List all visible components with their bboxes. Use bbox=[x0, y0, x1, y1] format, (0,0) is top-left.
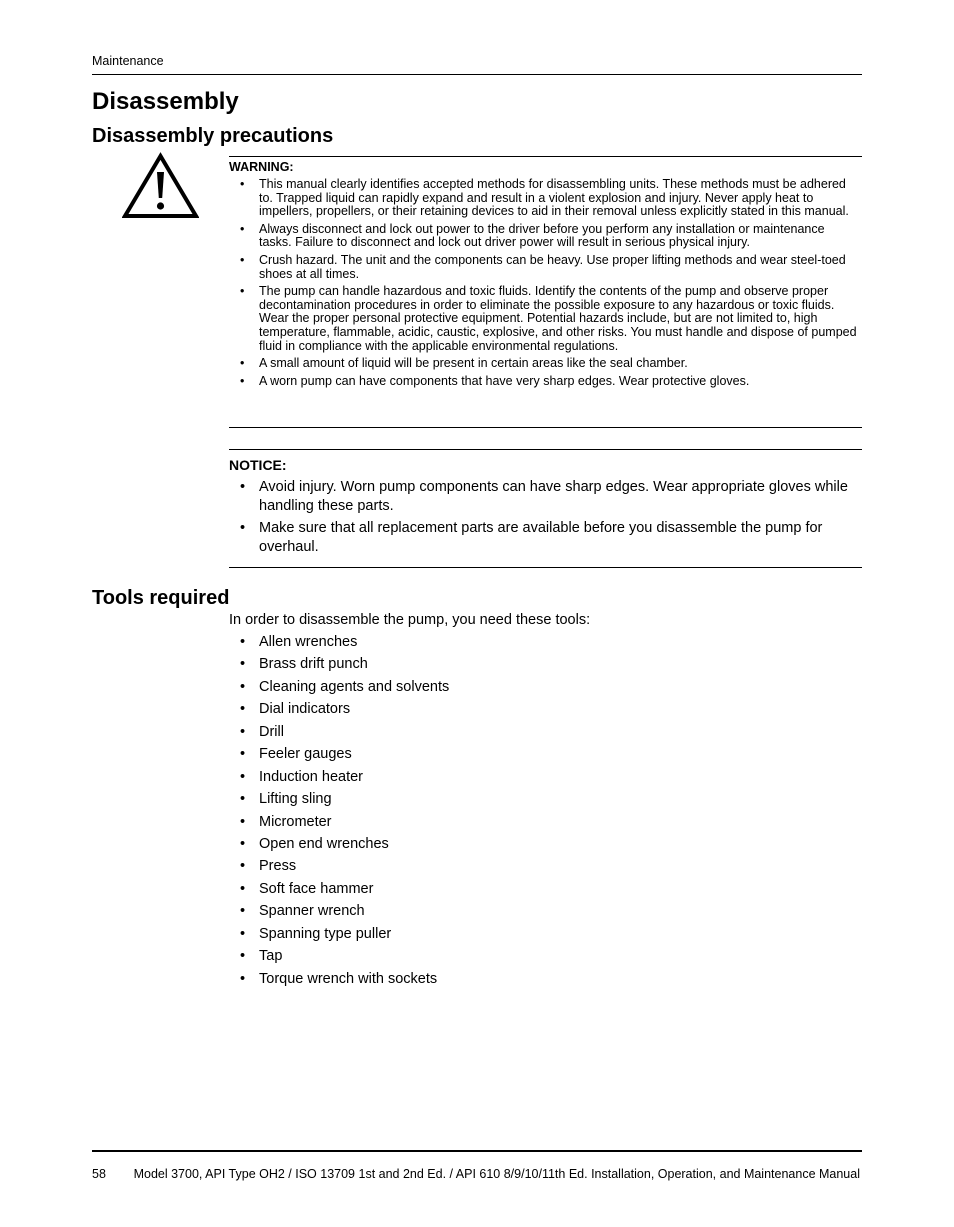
list-item: • Avoid injury. Worn pump components can have sharp edges. Wear appropriate gloves while handling these parts. bbox=[229, 478, 859, 516]
warning-triangle-icon bbox=[122, 152, 199, 220]
footer-doc-title: Model 3700, API Type OH2 / ISO 13709 1st and 2nd Ed. / API 610 8/9/10/11th Ed. Installation, Operation, and Maintenance Manual bbox=[133, 1167, 860, 1181]
tools-list bbox=[229, 633, 829, 988]
list-item: • The pump can handle hazardous and toxic fluids. Identify the contents of the pump and observe proper decontamination procedures in order to eliminate the possible exposure to any hazardous or toxic fluids. Wear the proper personal protective equipment. Potential hazards include, but are not limited to, high temperature, flammable, acidic, caustic, explosive, and other risks. You must handle and dispose of pumped fluid in compliance with the applicable environmental regulations. bbox=[229, 285, 859, 353]
page-number: 58 bbox=[92, 1167, 106, 1181]
notice-top-rule bbox=[229, 449, 862, 450]
list-item: • Feeler gauges bbox=[229, 745, 829, 763]
list-item: • Dial indicators bbox=[229, 700, 829, 718]
list-item: • Crush hazard. The unit and the components can be heavy. Use proper lifting methods and wear steel-toed shoes at all times. bbox=[229, 254, 859, 281]
list-item: • Lifting sling bbox=[229, 790, 829, 808]
list-item: • Spanning type puller bbox=[229, 925, 829, 943]
list-item: • Induction heater bbox=[229, 768, 829, 786]
tools-intro: In order to disassemble the pump, you need these tools: bbox=[229, 612, 591, 628]
list-item: • Open end wrenches bbox=[229, 835, 829, 853]
warning-top-rule bbox=[229, 156, 862, 157]
list-item: • Brass drift punch bbox=[229, 655, 829, 673]
warning-list bbox=[229, 178, 859, 388]
list-item: • Make sure that all replacement parts are available before you disassemble the pump for overhaul. bbox=[229, 519, 859, 557]
list-item: • This manual clearly identifies accepted methods for disassembling units. These methods must be adhered to. Trapped liquid can rapidly expand and result in a violent explosion and injury. Never apply heat to impellers, propellers, or their retaining devices to aid in their removal unless explicitly stated in this manual. bbox=[229, 178, 859, 219]
notice-list bbox=[229, 478, 859, 557]
tools-heading: Tools required bbox=[92, 587, 230, 609]
running-header: Maintenance bbox=[92, 54, 164, 68]
warning-block bbox=[229, 160, 859, 392]
list-item: • A small amount of liquid will be present in certain areas like the seal chamber. bbox=[229, 357, 859, 371]
warning-bottom-rule bbox=[229, 427, 862, 428]
header-rule bbox=[92, 74, 862, 75]
footer-rule bbox=[92, 1150, 862, 1152]
list-item: • Allen wrenches bbox=[229, 633, 829, 651]
list-item: • Always disconnect and lock out power to the driver before you perform any installation or maintenance tasks. Failure to disconnect and lock out driver power will result in serious physical injury. bbox=[229, 223, 859, 250]
list-item: • Drill bbox=[229, 723, 829, 741]
precautions-heading: Disassembly precautions bbox=[92, 125, 334, 147]
notice-label: NOTICE: bbox=[229, 457, 287, 473]
tools-list-container bbox=[229, 633, 829, 992]
list-item: • Cleaning agents and solvents bbox=[229, 678, 829, 696]
warning-label: WARNING: bbox=[229, 160, 294, 174]
list-item: • Tap bbox=[229, 947, 829, 965]
list-item: • Soft face hammer bbox=[229, 880, 829, 898]
list-item: • Press bbox=[229, 857, 829, 875]
page-title: Disassembly bbox=[92, 88, 239, 115]
list-item: • A worn pump can have components that have very sharp edges. Wear protective gloves. bbox=[229, 375, 859, 389]
list-item: • Torque wrench with sockets bbox=[229, 970, 829, 988]
notice-bottom-rule bbox=[229, 567, 862, 568]
notice-block bbox=[229, 456, 859, 560]
list-item: • Spanner wrench bbox=[229, 902, 829, 920]
list-item: • Micrometer bbox=[229, 813, 829, 831]
